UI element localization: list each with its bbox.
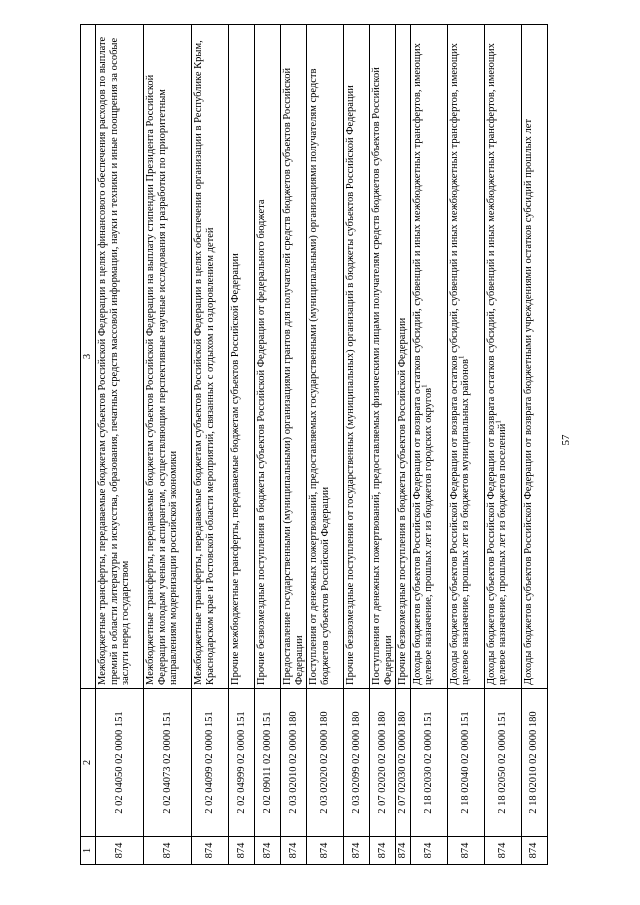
- revenue-name-text: Доходы бюджетов субъектов Российской Федерации от возврата остатков субсидий, субвенций и иных межбюджетных трансфертов, имеющих целевое назначение, прошлых лет из бюджетов поселений: [485, 43, 508, 685]
- admin-code-cell: 874: [307, 837, 344, 865]
- revenue-name-text: Доходы бюджетов субъектов Российской Федерации от возврата остатков субсидий, субвенций и иных межбюджетных трансфертов, имеющих целевое назначение, прошлых лет из бюджетов городских округов: [411, 43, 434, 685]
- admin-code-cell: 874: [255, 837, 281, 865]
- table-row: [370, 25, 396, 865]
- admin-code-cell: 874: [370, 837, 396, 865]
- revenue-name-text: Прочие безвозмездные поступления от государственных (муниципальных) организаций в бюджеты субъектов Российской Федерации: [345, 85, 356, 685]
- budget-code-cell: 2 18 02040 02 0000 151: [447, 689, 484, 837]
- budget-code-cell: 2 07 02030 02 0000 180: [396, 689, 411, 837]
- revenue-name-cell: [410, 25, 447, 689]
- revenue-name-cell: [144, 25, 192, 689]
- budget-code-cell: 2 18 02030 02 0000 151: [410, 689, 447, 837]
- footnote-marker: 1: [457, 355, 466, 360]
- budget-code-cell: 2 18 02050 02 0000 151: [484, 689, 521, 837]
- revenue-name-text: Доходы бюджетов субъектов Российской Федерации от возврата бюджетными учреждениями остатков субсидий прошлых лет: [522, 118, 534, 685]
- rotated-table-container: [80, 25, 540, 865]
- revenue-codes-table: [80, 24, 548, 865]
- revenue-name-cell: [192, 25, 229, 689]
- revenue-name-cell: [344, 25, 370, 689]
- table-row: [307, 25, 344, 865]
- revenue-name-cell: [96, 25, 144, 689]
- revenue-name-text: Поступления от денежных пожертвований, предоставляемых государственными (муниципальными) организациями получателям средств бюджетов субъектов Российской Федерации: [308, 68, 331, 685]
- table-row: [144, 25, 192, 865]
- admin-code-cell: 874: [410, 837, 447, 865]
- footnote-marker: 1: [494, 420, 503, 424]
- table-row: [192, 25, 229, 865]
- revenue-name-text: Прочие безвозмездные поступления в бюджеты субъектов Российской Федерации: [397, 317, 408, 685]
- admin-code-cell: 874: [344, 837, 370, 865]
- revenue-name-text: Межбюджетные трансферты, передаваемые бюджетам субъектов Российской Федерации в целях финансового обеспечения расходов по выплате премий в области литературы и искусства, образования, печатных средств массовой информации, науки и техники и иные поощрения за особые заслуги перед государством: [97, 36, 131, 685]
- revenue-name-cell: [281, 25, 307, 689]
- header-col-1: 1: [81, 837, 96, 865]
- budget-code-cell: 2 03 02020 02 0000 180: [307, 689, 344, 837]
- admin-code-cell: 874: [144, 837, 192, 865]
- admin-code-cell: 874: [229, 837, 255, 865]
- table-body: [96, 25, 548, 865]
- admin-code-cell: 874: [484, 837, 521, 865]
- table-row: [521, 25, 547, 865]
- admin-code-cell: 874: [281, 837, 307, 865]
- revenue-name-cell: [307, 25, 344, 689]
- admin-code-cell: 874: [96, 837, 144, 865]
- revenue-name-cell: [484, 25, 521, 689]
- revenue-name-text: Прочие безвозмездные поступления в бюджеты субъектов Российской Федерации от федерального бюджета: [256, 199, 267, 685]
- budget-code-cell: 2 02 09011 02 0000 151: [255, 689, 281, 837]
- admin-code-cell: 874: [521, 837, 547, 865]
- budget-code-cell: 2 02 04050 02 0000 151: [96, 689, 144, 837]
- table-row: [96, 25, 144, 865]
- footnote-marker: 1: [420, 384, 429, 388]
- budget-code-cell: 2 02 04073 02 0000 151: [144, 689, 192, 837]
- budget-code-cell: 2 03 02010 02 0000 180: [281, 689, 307, 837]
- header-col-3: 3: [81, 25, 96, 689]
- budget-code-cell: 2 07 02020 02 0000 180: [370, 689, 396, 837]
- revenue-name-text: Межбюджетные трансферты, передаваемые бюджетам субъектов Российской Федерации на выплату стипендии Президента Российской Федерации молодым ученым и аспирантам, осуществляющим перспективные научные исследования и разработки по приоритетным направлениям модернизации российской экономики: [145, 74, 179, 685]
- revenue-name-cell: [521, 25, 547, 689]
- admin-code-cell: 874: [447, 837, 484, 865]
- table-row: [396, 25, 411, 865]
- table-header-row: [81, 25, 96, 865]
- revenue-name-text: Прочие межбюджетные трансферты, передаваемые бюджетам субъектов Российской Федерации: [230, 253, 241, 685]
- header-col-2: 2: [81, 689, 96, 837]
- table-row: [229, 25, 255, 865]
- revenue-name-text: Межбюджетные трансферты, передаваемые бюджетам субъектов Российской Федерации в целях обеспечения организации в Республике Крым, Краснодарском крае и Ростовской области мероприятий, связанных с отдыхом и оздоровлением детей: [193, 40, 216, 685]
- revenue-name-text: Поступления от денежных пожертвований, предоставляемых физическими лицами получателям средств бюджетов субъектов Российской Федерации: [371, 67, 394, 685]
- admin-code-cell: 874: [192, 837, 229, 865]
- budget-code-cell: 2 02 04999 02 0000 151: [229, 689, 255, 837]
- table-row: [255, 25, 281, 865]
- revenue-name-cell: [370, 25, 396, 689]
- admin-code-cell: 874: [396, 837, 411, 865]
- revenue-name-text: Предоставление государственными (муниципальными) организациями грантов для получателей средств бюджетов субъектов Российской Федерации: [282, 67, 305, 685]
- revenue-name-cell: [255, 25, 281, 689]
- revenue-name-cell: [229, 25, 255, 689]
- table-row: [410, 25, 447, 865]
- table-row: [447, 25, 484, 865]
- budget-code-cell: 2 18 02010 02 0000 180: [521, 689, 547, 837]
- revenue-name-cell: [447, 25, 484, 689]
- page-number: 57: [560, 434, 572, 446]
- budget-code-cell: 2 03 02099 02 0000 180: [344, 689, 370, 837]
- table-row: [281, 25, 307, 865]
- revenue-name-cell: [396, 25, 411, 689]
- budget-code-cell: 2 02 04099 02 0000 151: [192, 689, 229, 837]
- revenue-name-text: Доходы бюджетов субъектов Российской Федерации от возврата остатков субсидий, субвенций и иных межбюджетных трансфертов, имеющих целевое назначение, прошлых лет из бюджетов муниципальных районов: [448, 43, 471, 685]
- table-row: [484, 25, 521, 865]
- table-row: [344, 25, 370, 865]
